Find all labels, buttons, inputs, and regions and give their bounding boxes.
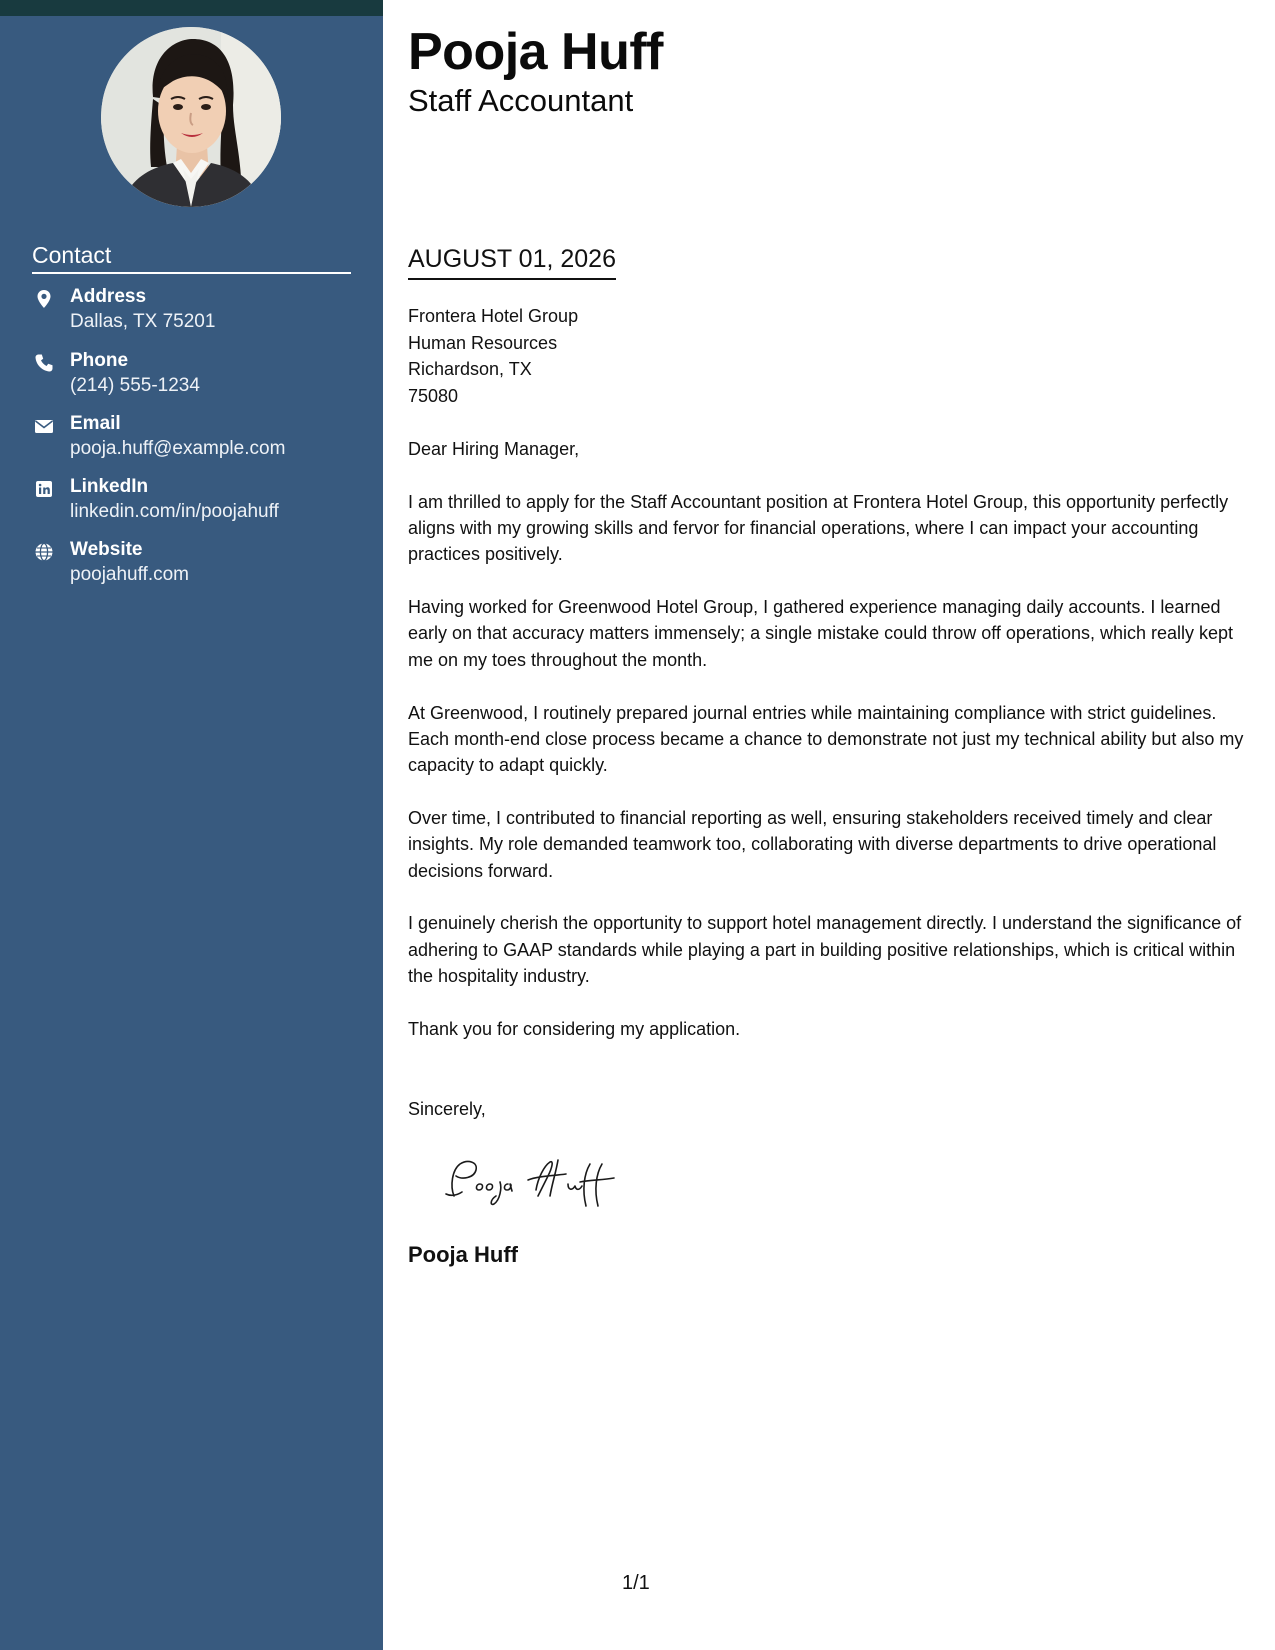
contact-heading: Contact <box>32 240 351 274</box>
phone-icon <box>34 353 54 373</box>
letter-paragraph: Over time, I contributed to financial reporting as well, ensuring stakeholders received timely and clear insights. My role demanded teamwork too, collaborating with diverse departments to drive operational decisions forward. <box>408 807 1217 881</box>
globe-icon <box>34 542 54 562</box>
closing: Sincerely, <box>408 1099 486 1119</box>
letter-body <box>408 436 1258 1069</box>
contact-website-value[interactable]: poojahuff.com <box>70 564 190 585</box>
contact-website-label: Website <box>70 539 143 560</box>
signature-image <box>440 1150 640 1210</box>
avatar <box>101 27 281 207</box>
recipient-line: Richardson, TX <box>408 359 532 379</box>
contact-linkedin <box>32 475 362 525</box>
letter-date: AUGUST 01, 2026 <box>408 243 616 280</box>
letter-paragraph: I am thrilled to apply for the Staff Accountant position at Frontera Hotel Group, this opportunity perfectly aligns with my growing skills and fervor for financial operations, where I can impact your accounting practices positively. <box>408 491 1229 565</box>
signer-name: Pooja Huff <box>408 1242 518 1267</box>
linkedin-icon <box>34 479 54 499</box>
contact-address <box>32 285 362 335</box>
candidate-title: Staff Accountant <box>408 83 634 118</box>
sidebar-top-bar <box>0 0 383 16</box>
envelope-icon <box>34 416 54 436</box>
contact-email <box>32 412 362 462</box>
candidate-name: Pooja Huff <box>408 23 663 81</box>
letter-paragraph: I genuinely cherish the opportunity to support hotel management directly. I understand the significance of adhering to GAAP standards while playing a part in building positive relationships, which is critical within the hospitality industry. <box>408 913 1242 986</box>
recipient-line: Human Resources <box>408 332 558 353</box>
letter-paragraph: Thank you for considering my application. <box>408 1018 741 1039</box>
contact-linkedin-label: LinkedIn <box>70 476 149 497</box>
contact-address-label: Address <box>70 286 147 307</box>
sidebar <box>0 0 383 1650</box>
contact-linkedin-value[interactable]: linkedin.com/in/poojahuff <box>70 501 279 522</box>
map-pin-icon <box>34 289 54 309</box>
recipient-address <box>408 303 578 409</box>
contact-website <box>32 538 362 588</box>
avatar-portrait <box>101 27 281 207</box>
contact-phone-label: Phone <box>70 350 129 371</box>
page-number: 1/1 <box>622 1572 650 1594</box>
contact-email-value[interactable]: pooja.huff@example.com <box>70 438 286 459</box>
letter-paragraph: At Greenwood, I routinely prepared journal entries while maintaining compliance with strict guidelines. Each month-end close process became a chance to demonstrate not just my technical ability but also my capacity to adapt quickly. <box>408 702 1244 776</box>
contact-phone-value: (214) 555-1234 <box>70 375 200 396</box>
recipient-line: Frontera Hotel Group <box>408 306 579 326</box>
letter-paragraph: Having worked for Greenwood Hotel Group, I gathered experience managing daily accounts. I learned early on that accuracy matters immensely; a single mistake could throw off operations, which really kept me on my toes throughout the month. <box>408 597 1234 670</box>
contact-phone <box>32 349 362 399</box>
recipient-line: 75080 <box>408 385 459 406</box>
contact-address-value: Dallas, TX 75201 <box>70 311 216 332</box>
salutation: Dear Hiring Manager, <box>408 439 580 459</box>
contact-email-label: Email <box>70 413 121 434</box>
